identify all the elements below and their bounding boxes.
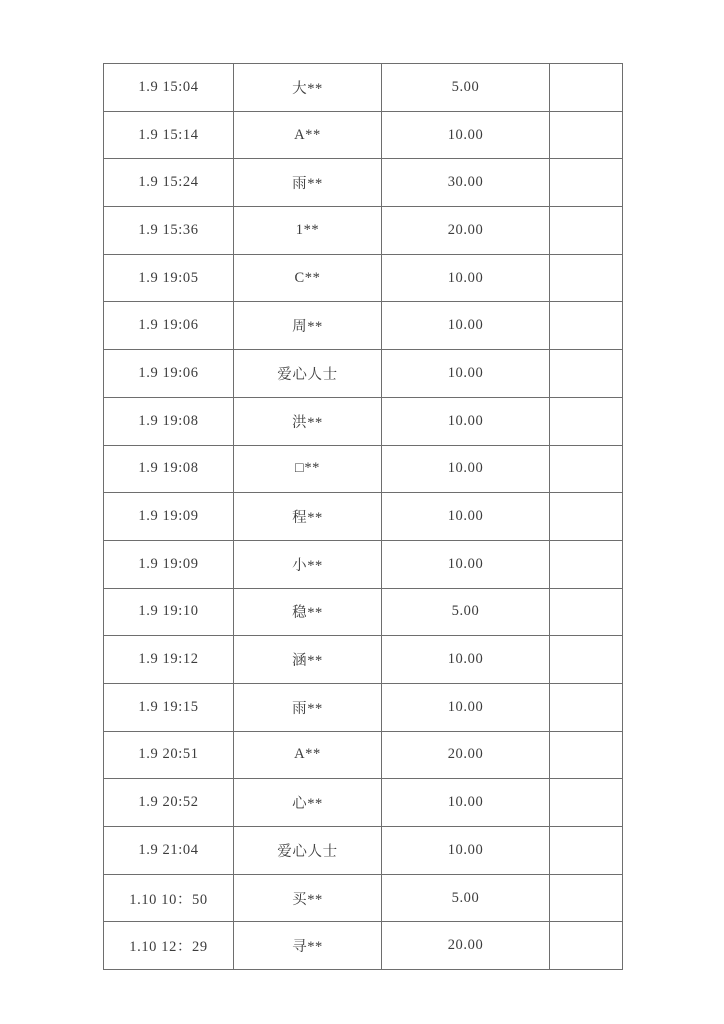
cell-datetime: 1.9 19:08 bbox=[104, 445, 234, 493]
table-row bbox=[104, 540, 623, 588]
cell-note bbox=[550, 731, 623, 779]
cell-amount: 5.00 bbox=[382, 874, 550, 922]
table-row bbox=[104, 159, 623, 207]
cell-amount: 10.00 bbox=[382, 111, 550, 159]
table-row bbox=[104, 874, 623, 922]
cell-donor: 买** bbox=[234, 874, 382, 922]
cell-note bbox=[550, 302, 623, 350]
table-row bbox=[104, 397, 623, 445]
cell-donor: A** bbox=[234, 731, 382, 779]
cell-note bbox=[550, 159, 623, 207]
cell-donor: 周** bbox=[234, 302, 382, 350]
cell-donor: □** bbox=[234, 445, 382, 493]
cell-note bbox=[550, 922, 623, 970]
cell-datetime: 1.9 21:04 bbox=[104, 827, 234, 875]
cell-donor: 1** bbox=[234, 207, 382, 255]
cell-datetime: 1.9 15:14 bbox=[104, 111, 234, 159]
cell-amount: 10.00 bbox=[382, 397, 550, 445]
cell-amount: 10.00 bbox=[382, 445, 550, 493]
cell-donor: 雨** bbox=[234, 683, 382, 731]
cell-amount: 5.00 bbox=[382, 64, 550, 112]
table-row bbox=[104, 493, 623, 541]
table-row bbox=[104, 779, 623, 827]
table-row bbox=[104, 636, 623, 684]
cell-amount: 10.00 bbox=[382, 493, 550, 541]
table-row bbox=[104, 827, 623, 875]
cell-note bbox=[550, 683, 623, 731]
cell-donor: A** bbox=[234, 111, 382, 159]
cell-note bbox=[550, 588, 623, 636]
cell-datetime: 1.9 19:15 bbox=[104, 683, 234, 731]
cell-donor: C** bbox=[234, 254, 382, 302]
cell-datetime: 1.10 10：50 bbox=[104, 874, 234, 922]
cell-datetime: 1.9 15:04 bbox=[104, 64, 234, 112]
cell-datetime: 1.9 20:51 bbox=[104, 731, 234, 779]
cell-amount: 10.00 bbox=[382, 302, 550, 350]
cell-datetime: 1.9 15:24 bbox=[104, 159, 234, 207]
cell-donor: 心** bbox=[234, 779, 382, 827]
cell-donor: 涵** bbox=[234, 636, 382, 684]
table-row bbox=[104, 731, 623, 779]
table-row bbox=[104, 302, 623, 350]
cell-donor: 雨** bbox=[234, 159, 382, 207]
cell-amount: 10.00 bbox=[382, 779, 550, 827]
table-row bbox=[104, 64, 623, 112]
cell-note bbox=[550, 493, 623, 541]
cell-note bbox=[550, 350, 623, 398]
cell-note bbox=[550, 111, 623, 159]
cell-donor: 程** bbox=[234, 493, 382, 541]
cell-datetime: 1.9 19:06 bbox=[104, 302, 234, 350]
cell-note bbox=[550, 874, 623, 922]
cell-datetime: 1.9 19:06 bbox=[104, 350, 234, 398]
cell-note bbox=[550, 827, 623, 875]
cell-donor: 稳** bbox=[234, 588, 382, 636]
cell-amount: 20.00 bbox=[382, 207, 550, 255]
cell-donor: 洪** bbox=[234, 397, 382, 445]
cell-datetime: 1.9 19:05 bbox=[104, 254, 234, 302]
table-row bbox=[104, 111, 623, 159]
cell-note bbox=[550, 636, 623, 684]
cell-datetime: 1.9 19:12 bbox=[104, 636, 234, 684]
donation-table-body bbox=[104, 64, 623, 970]
cell-datetime: 1.9 19:09 bbox=[104, 493, 234, 541]
cell-note bbox=[550, 540, 623, 588]
cell-note bbox=[550, 254, 623, 302]
cell-amount: 20.00 bbox=[382, 922, 550, 970]
cell-datetime: 1.9 19:09 bbox=[104, 540, 234, 588]
cell-datetime: 1.9 20:52 bbox=[104, 779, 234, 827]
cell-note bbox=[550, 207, 623, 255]
table-row bbox=[104, 922, 623, 970]
cell-note bbox=[550, 64, 623, 112]
cell-amount: 5.00 bbox=[382, 588, 550, 636]
cell-donor: 小** bbox=[234, 540, 382, 588]
cell-amount: 20.00 bbox=[382, 731, 550, 779]
cell-amount: 10.00 bbox=[382, 636, 550, 684]
cell-datetime: 1.9 15:36 bbox=[104, 207, 234, 255]
table-row bbox=[104, 445, 623, 493]
cell-amount: 10.00 bbox=[382, 683, 550, 731]
cell-note bbox=[550, 445, 623, 493]
cell-donor: 寻** bbox=[234, 922, 382, 970]
cell-note bbox=[550, 779, 623, 827]
table-row bbox=[104, 588, 623, 636]
table-row bbox=[104, 683, 623, 731]
cell-donor: 爱心人士 bbox=[234, 827, 382, 875]
cell-donor: 大** bbox=[234, 64, 382, 112]
table-row bbox=[104, 254, 623, 302]
cell-amount: 30.00 bbox=[382, 159, 550, 207]
table-row bbox=[104, 350, 623, 398]
cell-amount: 10.00 bbox=[382, 827, 550, 875]
cell-donor: 爱心人士 bbox=[234, 350, 382, 398]
cell-amount: 10.00 bbox=[382, 540, 550, 588]
table-row bbox=[104, 207, 623, 255]
cell-datetime: 1.10 12：29 bbox=[104, 922, 234, 970]
cell-amount: 10.00 bbox=[382, 254, 550, 302]
donation-table bbox=[103, 63, 623, 970]
cell-datetime: 1.9 19:08 bbox=[104, 397, 234, 445]
cell-datetime: 1.9 19:10 bbox=[104, 588, 234, 636]
cell-note bbox=[550, 397, 623, 445]
cell-amount: 10.00 bbox=[382, 350, 550, 398]
